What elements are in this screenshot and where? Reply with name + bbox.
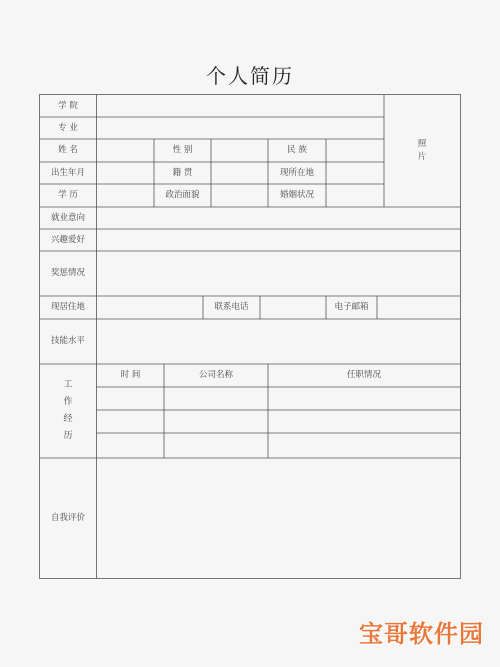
label-hobbies: 兴趣爱好	[50, 234, 85, 245]
field-marital-status[interactable]	[326, 184, 384, 207]
field-email[interactable]	[377, 296, 460, 319]
page-title: 个人简历	[206, 64, 294, 88]
work-row-3-position[interactable]	[268, 433, 460, 458]
header-position: 任职情况	[346, 370, 381, 381]
field-hobbies[interactable]	[97, 229, 460, 251]
field-education[interactable]	[97, 184, 154, 207]
field-awards[interactable]	[97, 251, 460, 296]
label-education: 学 历	[58, 190, 78, 201]
label-self-evaluation: 自我评价	[50, 512, 85, 523]
label-name: 姓 名	[58, 145, 78, 156]
photo-box[interactable]	[384, 95, 460, 207]
field-gender[interactable]	[211, 139, 268, 162]
work-row-1-company[interactable]	[164, 387, 268, 410]
field-self-evaluation[interactable]	[97, 458, 460, 578]
work-row-3-company[interactable]	[164, 433, 268, 458]
field-native-place[interactable]	[211, 162, 268, 184]
work-history-char-2: 作	[63, 397, 73, 407]
work-history-char-1: 工	[63, 380, 73, 390]
field-major[interactable]	[97, 117, 384, 139]
label-current-location: 现所在地	[279, 167, 314, 178]
work-history-char-4: 历	[63, 431, 73, 441]
label-birth: 出生年月	[50, 167, 85, 178]
field-current-location[interactable]	[326, 162, 384, 184]
field-phone[interactable]	[260, 296, 326, 319]
photo-label-char-2: 片	[417, 152, 427, 162]
work-row-2-company[interactable]	[164, 410, 268, 433]
field-political-status[interactable]	[211, 184, 268, 207]
field-school[interactable]	[97, 95, 384, 117]
label-skills: 技能水平	[50, 336, 85, 347]
work-row-1-position[interactable]	[268, 387, 460, 410]
header-time: 时 间	[120, 370, 141, 381]
label-school: 学 院	[58, 100, 78, 111]
label-awards: 奖惩情况	[50, 268, 85, 279]
field-job-intention[interactable]	[97, 207, 460, 229]
work-row-1-time[interactable]	[97, 387, 164, 410]
label-phone: 联系电话	[214, 302, 249, 313]
watermark-logo	[359, 614, 484, 649]
label-address: 现居住地	[50, 302, 85, 313]
label-major: 专 业	[58, 122, 78, 133]
work-row-2-position[interactable]	[268, 410, 460, 433]
field-ethnicity[interactable]	[326, 139, 384, 162]
field-address[interactable]	[97, 296, 203, 319]
label-political-status: 政治面貌	[165, 190, 200, 201]
label-job-intention: 就业意向	[50, 212, 85, 223]
photo-label-char-1: 照	[417, 139, 427, 149]
work-row-3-time[interactable]	[97, 433, 164, 458]
label-marital-status: 婚姻状况	[279, 190, 314, 201]
label-gender: 性 别	[172, 145, 193, 156]
label-work-history	[40, 364, 96, 458]
watermark-text: 宝哥软件园	[359, 620, 484, 648]
field-birth[interactable]	[97, 162, 154, 184]
label-email: 电子邮箱	[334, 302, 369, 313]
field-skills[interactable]	[97, 319, 460, 364]
label-native-place: 籍 贯	[172, 167, 193, 178]
label-ethnicity: 民 族	[287, 145, 307, 156]
header-company: 公司名称	[198, 370, 233, 381]
work-history-char-3: 经	[63, 414, 73, 424]
work-row-2-time[interactable]	[97, 410, 164, 433]
field-name[interactable]	[97, 139, 154, 162]
